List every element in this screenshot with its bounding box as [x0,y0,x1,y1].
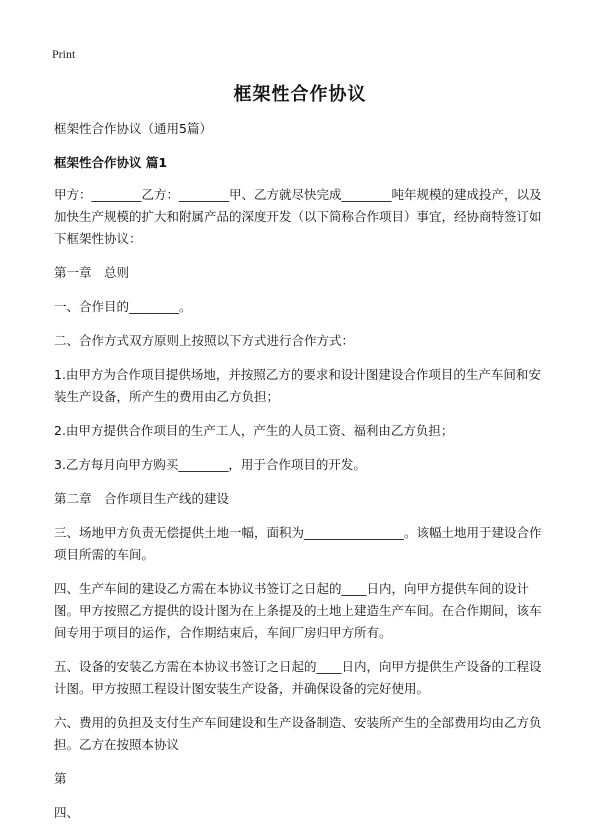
list-item: 3.乙方每月向甲方购买________，用于合作项目的开发。 [54,457,366,472]
chapter-heading: 第一章 总则 [54,265,130,280]
list-item: 2.由甲方提供合作项目的生产工人，产生的人员工资、福利由乙方负担； [54,423,454,438]
clause-paragraph: 三、场地甲方负责无偿提供土地一幅，面积为________________。该幅土地用于建设合作项目所需的车间。 [54,525,542,562]
section-title: 框架性合作协议 篇1 [54,155,168,170]
intro-paragraph: 甲方：________乙方：________甲、乙方就尽快完成________吨年规模的建成投产，以及加快生产规模的扩大和附属产品的深度开发（以下简称合作项目）事宜，经协商特签订如下框架性协议： [54,187,542,246]
clause-paragraph: 六、费用的负担及支付生产车间建设和生产设备制造、安装所产生的全部费用均由乙方负担。乙方在按照本协议 [54,715,542,752]
print-link[interactable]: Print [52,47,76,61]
clause-paragraph: 五、设备的安装乙方需在本协议书签订之日起的____日内，向甲方提供生产设备的工程设计图。甲方按照工程设计图安装生产设备，并确保设备的完好使用。 [54,659,542,696]
clause-paragraph: 二、合作方式双方原则上按照以下方式进行合作方式： [54,333,355,348]
clause-paragraph: 四、生产车间的建设乙方需在本协议书签订之日起的____日内，向甲方提供车间的设计图。甲方按照乙方提供的设计图为在上条提及的土地上建造生产车间。在合作期间，该车间专用于项目的运作，合作期结束后，车间厂房归甲方所有。 [54,581,542,640]
list-item: 1.由甲方为合作项目提供场地，并按照乙方的要求和设计图建设合作项目的生产车间和安装生产设备，所产生的费用由乙方负担； [54,367,541,404]
document-subtitle: 框架性合作协议（通用5篇） [54,121,212,136]
fragment-text: 第 [54,771,67,786]
document-body [54,118,552,828]
chapter-heading: 第二章 合作项目生产线的建设 [54,491,230,506]
fragment-text: 四、 [54,805,80,820]
clause-paragraph: 一、合作目的________。 [54,299,192,314]
document-title: 框架性合作协议 [233,84,367,105]
